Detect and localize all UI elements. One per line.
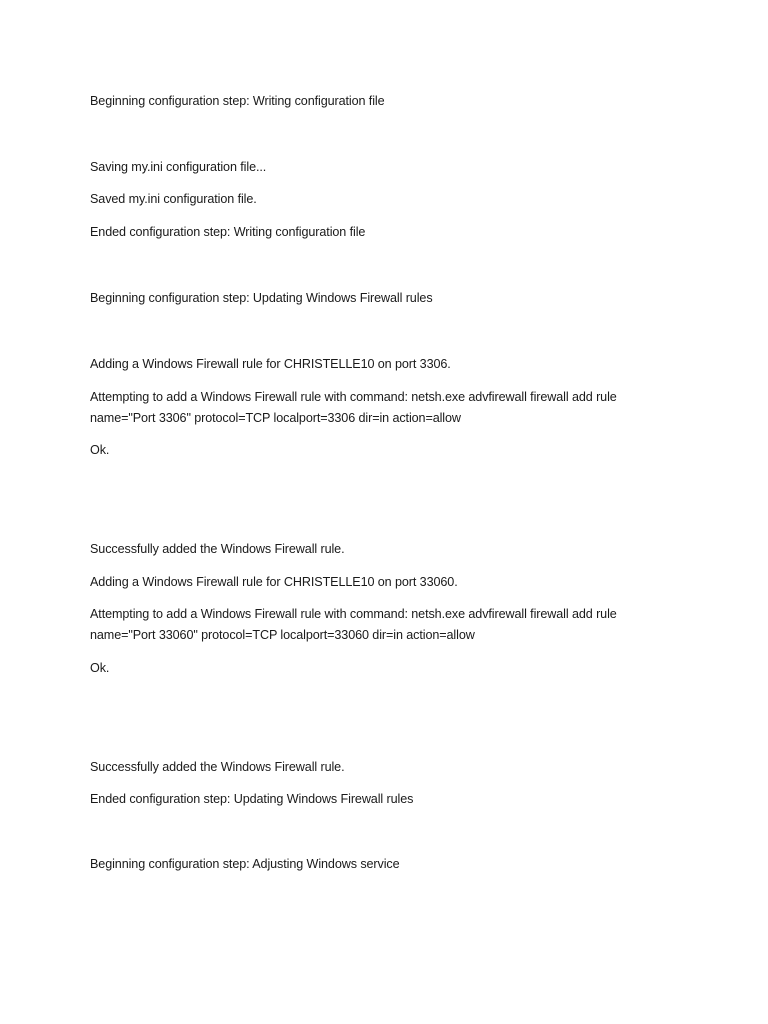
log-line: Successfully added the Windows Firewall rule. bbox=[90, 760, 345, 774]
log-line: Beginning configuration step: Writing configuration file bbox=[90, 94, 385, 108]
log-line: Saving my.ini configuration file... bbox=[90, 160, 267, 174]
log-line: Saved my.ini configuration file. bbox=[90, 192, 257, 206]
log-line: Ok. bbox=[90, 661, 110, 675]
log-line: Ended configuration step: Writing configuration file bbox=[90, 225, 366, 239]
log-line: Successfully added the Windows Firewall rule. bbox=[90, 542, 345, 556]
log-line: Adding a Windows Firewall rule for CHRISTELLE10 on port 33060. bbox=[90, 575, 458, 589]
log-line: Attempting to add a Windows Firewall rule with command: netsh.exe advfirewall firewall add rule name="Port 3306" protocol=TCP localport=3306 dir=in action=allow bbox=[90, 390, 617, 425]
log-line: Beginning configuration step: Adjusting Windows service bbox=[90, 857, 400, 871]
log-line: Beginning configuration step: Updating Windows Firewall rules bbox=[90, 291, 433, 305]
log-line: Attempting to add a Windows Firewall rule with command: netsh.exe advfirewall firewall add rule name="Port 33060" protocol=TCP localport=33060 dir=in action=allow bbox=[90, 607, 617, 642]
log-line: Ended configuration step: Updating Windows Firewall rules bbox=[90, 792, 414, 806]
log-line: Adding a Windows Firewall rule for CHRISTELLE10 on port 3306. bbox=[90, 357, 451, 371]
log-line: Ok. bbox=[90, 443, 110, 457]
